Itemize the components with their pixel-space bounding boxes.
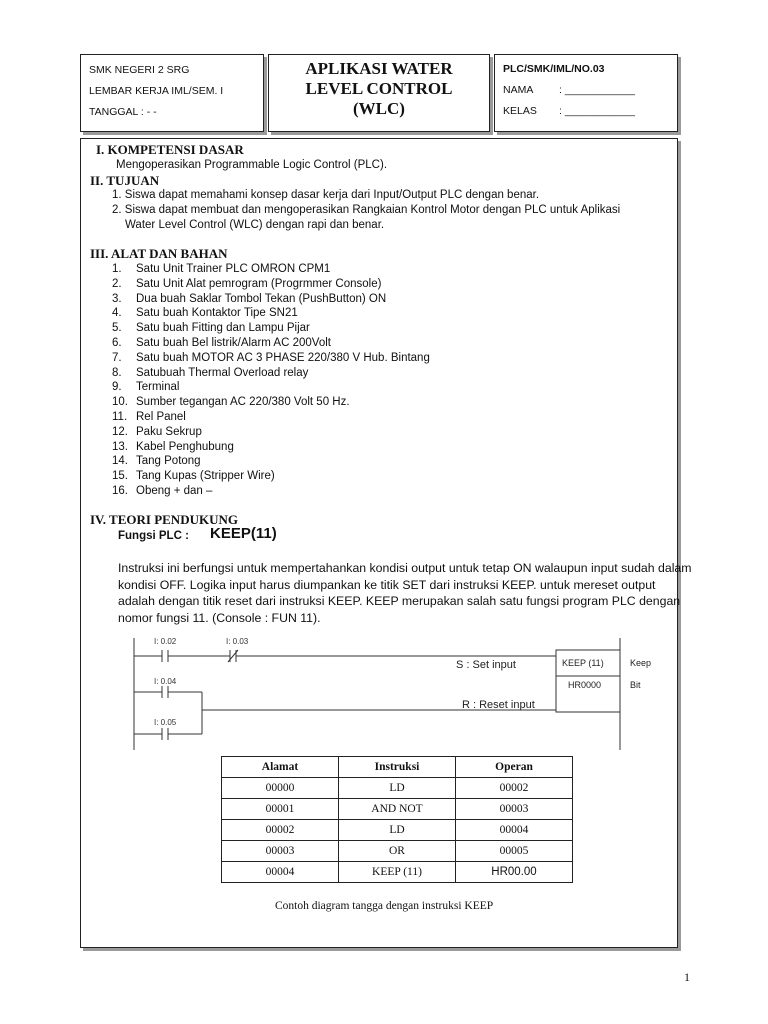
page-number: 1 — [684, 970, 690, 984]
instruction-table — [221, 756, 573, 883]
section-tujuan-title: II. TUJUAN — [90, 173, 160, 188]
alat-list — [112, 262, 430, 499]
fungsi-label: Fungsi PLC : — [118, 530, 189, 542]
table-row — [222, 778, 573, 799]
list-item-text: Tang Kupas (Stripper Wire) — [136, 470, 275, 483]
list-item — [112, 351, 430, 366]
ladder-diagram — [132, 630, 680, 760]
list-item — [112, 484, 430, 499]
list-item-text: Sumber tegangan AC 220/380 Volt 50 Hz. — [136, 396, 350, 409]
list-item — [112, 292, 430, 307]
contact-label-2: I: 0.03 — [226, 637, 249, 646]
header-school-box — [80, 54, 264, 132]
title-line-1: APLIKASI WATER — [305, 59, 453, 78]
list-item-number: 6. — [112, 336, 122, 349]
contact-label-3: I: 0.04 — [154, 677, 177, 686]
bit-side-label: Bit — [630, 680, 641, 690]
list-item — [112, 306, 430, 321]
tujuan-item-2: 2. Siswa dapat membuat dan mengoperasikan Rangkaian Kontrol Motor dengan PLC untuk Aplikasi — [112, 204, 621, 216]
kelas-field[interactable] — [503, 101, 669, 122]
list-item — [112, 336, 430, 351]
table-row — [222, 799, 573, 820]
table-cell: OR — [339, 841, 456, 862]
doc-code: PLC/SMK/IML/NO.03 — [503, 63, 605, 75]
list-item-number: 1. — [112, 263, 122, 275]
list-item-text: Kabel Penghubung — [136, 440, 234, 453]
list-item-number: 8. — [112, 366, 122, 379]
list-item — [112, 366, 430, 381]
fungsi-value: KEEP(11) — [210, 525, 277, 542]
list-item — [112, 277, 430, 292]
table-cell: 00003 — [222, 841, 339, 862]
list-item-text: Satubuah Thermal Overload relay — [136, 366, 309, 379]
kompetensi-text: Mengoperasikan Programmable Logic Control (PLC). — [116, 159, 388, 171]
table-cell: KEEP (11) — [339, 862, 456, 883]
list-item-number: 3. — [112, 292, 122, 305]
table-cell: 00002 — [222, 820, 339, 841]
list-item — [112, 262, 430, 277]
keep-block-title: KEEP (11) — [562, 658, 604, 668]
list-item-text: Satu buah Kontaktor Tipe SN21 — [136, 307, 298, 320]
set-input-label: S : Set input — [456, 659, 516, 671]
table-cell: 00005 — [456, 841, 573, 862]
table-cell: 00001 — [222, 799, 339, 820]
list-item-text: Rel Panel — [136, 410, 186, 423]
list-item-text: Dua buah Saklar Tombol Tekan (PushButton) ON — [136, 292, 387, 305]
list-item-text: Obeng + dan – — [136, 484, 213, 497]
date-label: TANGGAL : - - — [89, 106, 157, 118]
table-row — [222, 841, 573, 862]
school-name: SMK NEGERI 2 SRG — [89, 64, 190, 76]
list-item-text: Satu Unit Trainer PLC OMRON CPM1 — [136, 263, 331, 275]
header-alamat: Alamat — [222, 757, 339, 778]
list-item-text: Terminal — [136, 381, 180, 394]
nama-value: : ____________ — [559, 84, 635, 96]
list-item-text: Tang Potong — [136, 455, 201, 468]
header-instruksi: Instruksi — [339, 757, 456, 778]
section-kompetensi-title: I. KOMPETENSI DASAR — [96, 142, 244, 157]
list-item — [112, 395, 430, 410]
section-teori-title: IV. TEORI PENDUKUNG — [90, 512, 238, 527]
title-line-2: LEVEL CONTROL — [305, 79, 453, 98]
table-header-row — [222, 757, 573, 778]
tujuan-item-1: 1. Siswa dapat memahami konsep dasar kerja dari Input/Output PLC dengan benar. — [112, 189, 540, 201]
nama-field[interactable] — [503, 80, 669, 101]
table-row — [222, 820, 573, 841]
list-item-number: 12. — [112, 425, 128, 438]
contact-label-1: I: 0.02 — [154, 637, 177, 646]
table-cell: LD — [339, 778, 456, 799]
list-item-text: Satu Unit Alat pemrogram (Progrmmer Console) — [136, 277, 382, 290]
list-item-number: 7. — [112, 351, 122, 364]
list-item — [112, 425, 430, 440]
reset-input-label: R : Reset input — [462, 699, 535, 711]
list-item-number: 11. — [112, 410, 128, 423]
list-item — [112, 410, 430, 425]
list-item — [112, 469, 430, 484]
diagram-caption: Contoh diagram tangga dengan instruksi KEEP — [275, 900, 494, 912]
list-item-text: Satu buah Bel listrik/Alarm AC 200Volt — [136, 336, 331, 349]
list-item-text: Paku Sekrup — [136, 425, 202, 438]
header-student-box — [494, 54, 678, 132]
list-item-number: 10. — [112, 396, 128, 409]
list-item-number: 9. — [112, 381, 122, 394]
header-title-box — [268, 54, 490, 132]
list-item-number: 13. — [112, 440, 128, 453]
kelas-label: KELAS — [503, 105, 537, 117]
list-item-number: 16. — [112, 484, 128, 497]
table-row — [222, 862, 573, 883]
list-item-number: 5. — [112, 322, 122, 335]
list-item-text: Satu buah Fitting dan Lampu Pijar — [136, 322, 310, 335]
list-item — [112, 380, 430, 395]
kelas-value: : ____________ — [559, 105, 635, 117]
list-item — [112, 454, 430, 469]
list-item-number: 2. — [112, 277, 122, 290]
title-line-3: (WLC) — [353, 99, 405, 118]
table-cell: 00004 — [222, 862, 339, 883]
list-item-text: Satu buah MOTOR AC 3 PHASE 220/380 V Hub. Bintang — [136, 351, 430, 364]
table-cell: HR00.00 — [456, 862, 573, 883]
tujuan-item-2-cont: Water Level Control (WLC) dengan rapi dan benar. — [125, 219, 385, 231]
contact-label-4: I: 0.05 — [154, 718, 177, 727]
table-cell: 00000 — [222, 778, 339, 799]
list-item-number: 4. — [112, 307, 122, 320]
keep-side-label: Keep — [630, 658, 652, 668]
list-item-number: 14. — [112, 455, 128, 468]
table-cell: 00004 — [456, 820, 573, 841]
worksheet-label: LEMBAR KERJA IML/SEM. I — [89, 85, 224, 97]
table-cell: LD — [339, 820, 456, 841]
nama-label: NAMA — [503, 84, 534, 96]
teori-paragraph: Instruksi ini berfungsi untuk mempertahankan kondisi output untuk tetap ON walaupun input sudah dalam kondisi OFF. Logika input harus diumpankan ke titik SET dari instruksi KEEP. untuk mereset output adalah dengan titik reset dari instruksi KEEP. KEEP merupakan salah satu fungsi program PLC dengan nomor fungsi 11. (Console : FUN 11). — [118, 561, 692, 625]
list-item — [112, 440, 430, 455]
header-operan: Operan — [456, 757, 573, 778]
list-item-number: 15. — [112, 470, 128, 483]
keep-block-operand: HR0000 — [568, 680, 602, 690]
list-item — [112, 321, 430, 336]
section-alat-title: III. ALAT DAN BAHAN — [90, 246, 228, 261]
table-cell: AND NOT — [339, 799, 456, 820]
table-cell: 00003 — [456, 799, 573, 820]
table-cell: 00002 — [456, 778, 573, 799]
